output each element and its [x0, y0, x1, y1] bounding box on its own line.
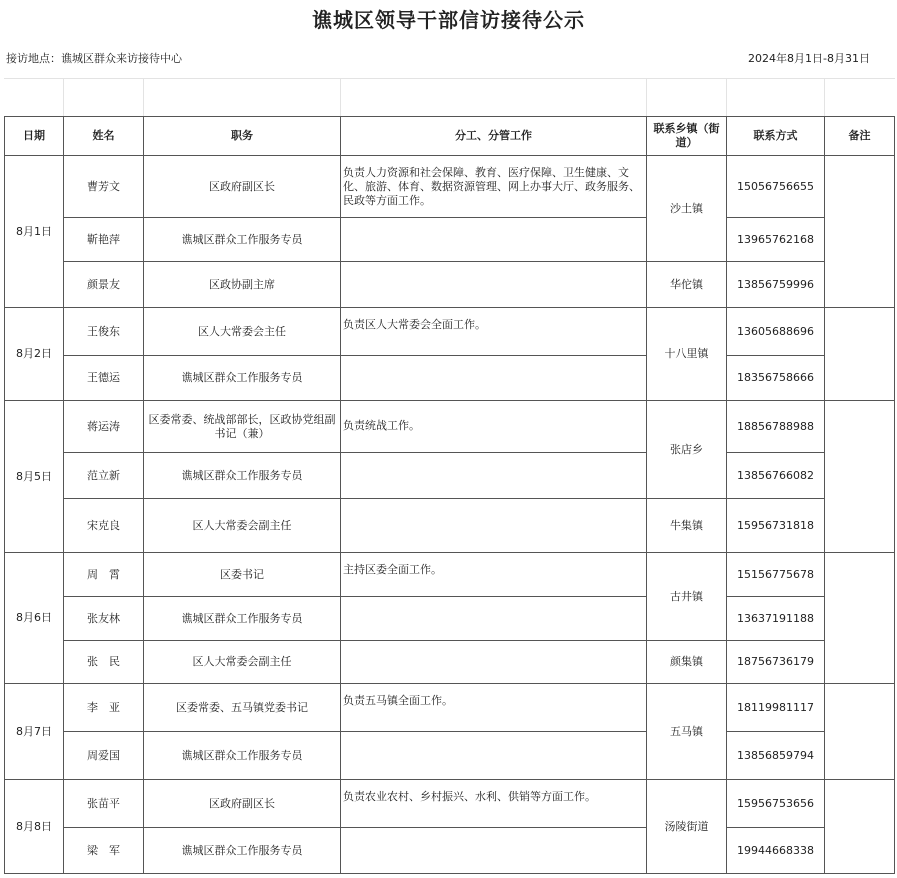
table-row [5, 262, 895, 308]
position-cell: 区委常委、五马镇党委书记 [144, 684, 341, 732]
table-row [5, 732, 895, 780]
date-range: 2024年8月1日-8月31日 [748, 52, 870, 65]
phone-cell: 18756736179 [727, 641, 825, 684]
note-cell [825, 553, 895, 684]
table-row [5, 453, 895, 499]
phone-cell: 13856859794 [727, 732, 825, 780]
town-cell: 古井镇 [647, 553, 727, 641]
header-position: 职务 [144, 117, 341, 156]
table-row [5, 828, 895, 874]
date-cell: 8月6日 [5, 553, 64, 684]
duty-cell: 负责农业农村、乡村振兴、水利、供销等方面工作。 [341, 780, 647, 828]
name-cell: 梁 军 [64, 828, 144, 874]
table-row [5, 684, 895, 732]
note-cell [825, 401, 895, 553]
note-cell [825, 684, 895, 780]
duty-cell [341, 453, 647, 499]
date-cell: 8月7日 [5, 684, 64, 780]
header-row [5, 117, 895, 156]
position-cell: 区政府副区长 [144, 780, 341, 828]
name-cell: 张友林 [64, 597, 144, 641]
town-cell: 华佗镇 [647, 262, 727, 308]
name-cell: 李 亚 [64, 684, 144, 732]
phone-cell: 19944668338 [727, 828, 825, 874]
phone-cell: 15956731818 [727, 499, 825, 553]
date-cell: 8月8日 [5, 780, 64, 874]
date-cell: 8月2日 [5, 308, 64, 401]
duty-cell [341, 641, 647, 684]
empty-spacer-row [4, 78, 895, 117]
table-row [5, 356, 895, 401]
name-cell: 张苗平 [64, 780, 144, 828]
header-duty: 分工、分管工作 [341, 117, 647, 156]
phone-cell: 15156775678 [727, 553, 825, 597]
name-cell: 王德运 [64, 356, 144, 401]
table-row [5, 641, 895, 684]
phone-cell: 18856788988 [727, 401, 825, 453]
note-cell [825, 308, 895, 401]
phone-cell: 15056756655 [727, 156, 825, 218]
phone-cell: 13965762168 [727, 218, 825, 262]
duty-cell [341, 597, 647, 641]
position-cell: 区政府副区长 [144, 156, 341, 218]
name-cell: 颜景友 [64, 262, 144, 308]
duty-cell [341, 356, 647, 401]
position-cell: 谯城区群众工作服务专员 [144, 828, 341, 874]
page-title: 谯城区领导干部信访接待公示 [312, 8, 585, 32]
phone-cell: 13637191188 [727, 597, 825, 641]
table-row [5, 597, 895, 641]
phone-cell: 13605688696 [727, 308, 825, 356]
table-row [5, 499, 895, 553]
name-cell: 蒋运涛 [64, 401, 144, 453]
town-cell: 张店乡 [647, 401, 727, 499]
duty-cell [341, 732, 647, 780]
header-date: 日期 [5, 117, 64, 156]
town-cell: 沙土镇 [647, 156, 727, 262]
duty-cell: 负责统战工作。 [341, 401, 647, 453]
note-cell [825, 780, 895, 874]
phone-cell: 18119981117 [727, 684, 825, 732]
position-cell: 区委书记 [144, 553, 341, 597]
position-cell: 谯城区群众工作服务专员 [144, 453, 341, 499]
grid-line [143, 78, 144, 116]
name-cell: 宋克良 [64, 499, 144, 553]
table-row [5, 401, 895, 453]
table-row [5, 780, 895, 828]
table-row [5, 218, 895, 262]
position-cell: 谯城区群众工作服务专员 [144, 218, 341, 262]
duty-cell [341, 828, 647, 874]
grid-line [646, 78, 647, 116]
town-cell: 五马镇 [647, 684, 727, 780]
name-cell: 靳艳萍 [64, 218, 144, 262]
grid-line [63, 78, 64, 116]
name-cell: 曹芳文 [64, 156, 144, 218]
header-town: 联系乡镇（街道） [647, 117, 727, 156]
name-cell: 王俊东 [64, 308, 144, 356]
position-cell: 区人大常委会副主任 [144, 499, 341, 553]
duty-cell: 负责区人大常委会全面工作。 [341, 308, 647, 356]
phone-cell: 13856759996 [727, 262, 825, 308]
position-cell: 区委常委、统战部部长，区政协党组副书记（兼） [144, 401, 341, 453]
position-cell: 谯城区群众工作服务专员 [144, 597, 341, 641]
name-cell: 周爱国 [64, 732, 144, 780]
town-cell: 牛集镇 [647, 499, 727, 553]
duty-cell [341, 499, 647, 553]
reception-location: 接访地点：谯城区群众来访接待中心 [6, 52, 182, 65]
grid-line [340, 78, 341, 116]
duty-cell: 负责人力资源和社会保障、教育、医疗保障、卫生健康、文化、旅游、体育、数据资源管理、网上办事大厅、政务服务、民政等方面工作。 [341, 156, 647, 218]
header-note: 备注 [825, 117, 895, 156]
grid-line [726, 78, 727, 116]
date-cell: 8月1日 [5, 156, 64, 308]
reception-schedule-table [4, 116, 895, 874]
phone-cell: 18356758666 [727, 356, 825, 401]
town-cell: 汤陵街道 [647, 780, 727, 874]
town-cell: 颜集镇 [647, 641, 727, 684]
position-cell: 区人大常委会副主任 [144, 641, 341, 684]
table-row [5, 553, 895, 597]
name-cell: 范立新 [64, 453, 144, 499]
duty-cell: 主持区委全面工作。 [341, 553, 647, 597]
name-cell: 周 霄 [64, 553, 144, 597]
phone-cell: 15956753656 [727, 780, 825, 828]
grid-line [824, 78, 825, 116]
position-cell: 谯城区群众工作服务专员 [144, 732, 341, 780]
header-phone: 联系方式 [727, 117, 825, 156]
date-cell: 8月5日 [5, 401, 64, 553]
position-cell: 谯城区群众工作服务专员 [144, 356, 341, 401]
duty-cell: 负责五马镇全面工作。 [341, 684, 647, 732]
town-cell: 十八里镇 [647, 308, 727, 401]
header-name: 姓名 [64, 117, 144, 156]
duty-cell [341, 218, 647, 262]
name-cell: 张 民 [64, 641, 144, 684]
table-row [5, 308, 895, 356]
note-cell [825, 156, 895, 308]
phone-cell: 13856766082 [727, 453, 825, 499]
duty-cell [341, 262, 647, 308]
position-cell: 区政协副主席 [144, 262, 341, 308]
position-cell: 区人大常委会主任 [144, 308, 341, 356]
table-row [5, 156, 895, 218]
